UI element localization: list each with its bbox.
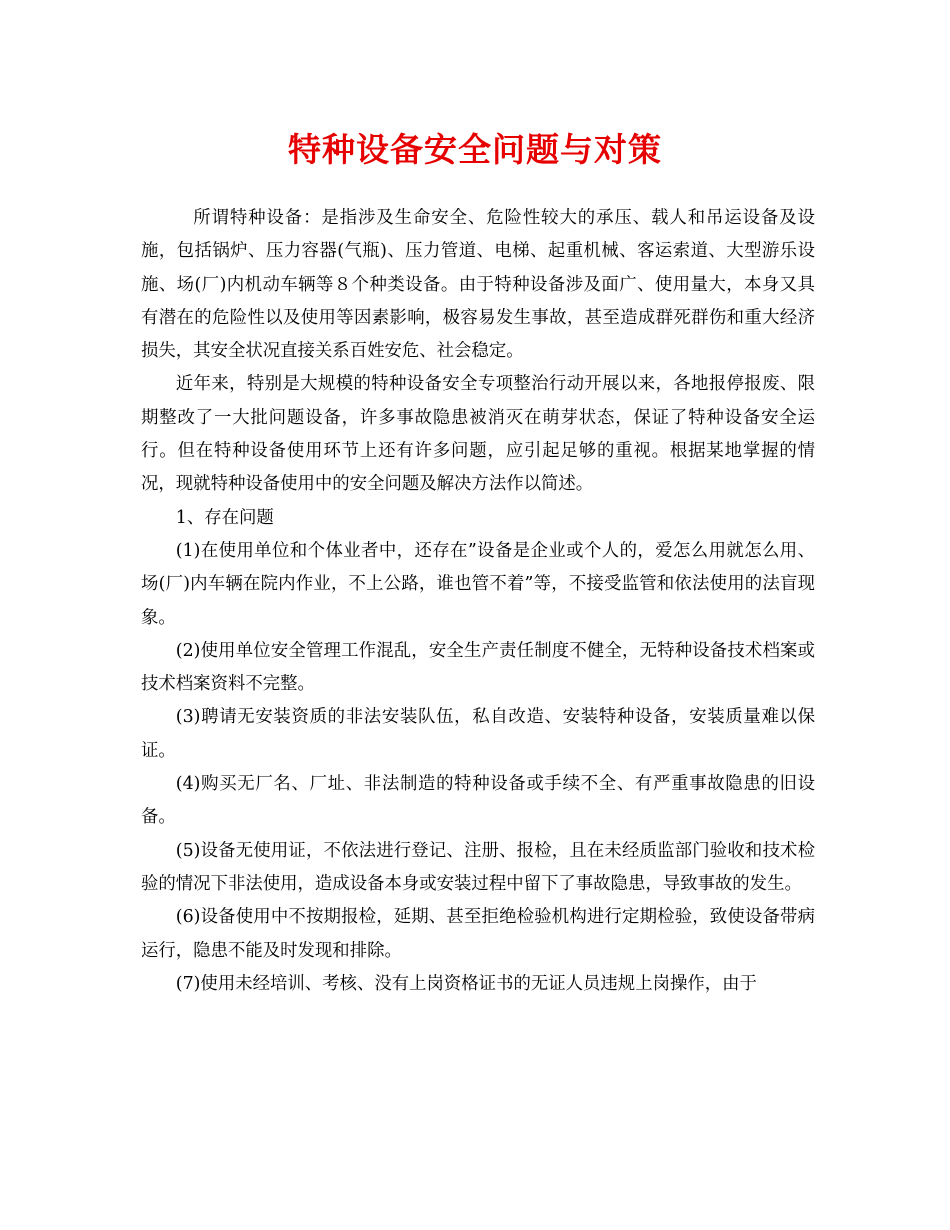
document-body: [141, 202, 815, 1001]
document-title: 特种设备安全问题与对策: [288, 130, 662, 169]
list-item-4: (4)购买无厂名、厂址、非法制造的特种设备或手续不全、有严重事故隐患的旧设备。: [141, 774, 815, 828]
list-item-7: (7)使用未经培训、考核、没有上岗资格证书的无证人员违规上岗操作，由于: [175, 973, 757, 994]
list-item-5: (5)设备无使用证，不依法进行登记、注册、报检，且在未经质监部门验收和技术检验的情况下非法使用，造成设备本身或安装过程中留下了事故隐患，导致事故的发生。: [141, 840, 815, 894]
paragraph-intro: 所谓特种设备：是指涉及生命安全、危险性较大的承压、载人和吊运设备及设施，包括锅炉、压力容器(气瓶)、压力管道、电梯、起重机械、客运索道、大型游乐设施、场(厂)内机动车辆等８个种类设备。由于特种设备涉及面广、使用量大，本身又具有潜在的危险性以及使用等因素影响，极容易发生事故，甚至造成群死群伤和重大经济损失，其安全状况直接关系百姓安危、社会稳定。: [141, 208, 815, 362]
list-item-6: (6)设备使用中不按期报检，延期、甚至拒绝检验机构进行定期检验，致使设备带病运行，隐患不能及时发现和排除。: [141, 907, 815, 961]
paragraph-recent-years: 近年来，特别是大规模的特种设备安全专项整治行动开展以来，各地报停报废、限期整改了一大批问题设备，许多事故隐患被消灭在萌芽状态，保证了特种设备安全运行。但在特种设备使用环节上还有许多问题，应引起足够的重视。根据某地掌握的情况，现就特种设备使用中的安全问题及解决方法作以简述。: [141, 374, 815, 495]
list-item-2: (2)使用单位安全管理工作混乱，安全生产责任制度不健全，无特种设备技术档案或技术档案资料不完整。: [141, 640, 815, 695]
list-item-3: (3)聘请无安装资质的非法安装队伍，私自改造、安装特种设备，安装质量难以保证。: [141, 707, 815, 761]
section-heading-problems: 1、存在问题: [175, 507, 274, 528]
list-item-1: (1)在使用单位和个体业者中，还存在”设备是企业或个人的，爱怎么用就怎么用、场(厂)内车辆在院内作业，不上公路，谁也管不着”等，不接受监管和依法使用的法盲现象。: [141, 540, 815, 628]
